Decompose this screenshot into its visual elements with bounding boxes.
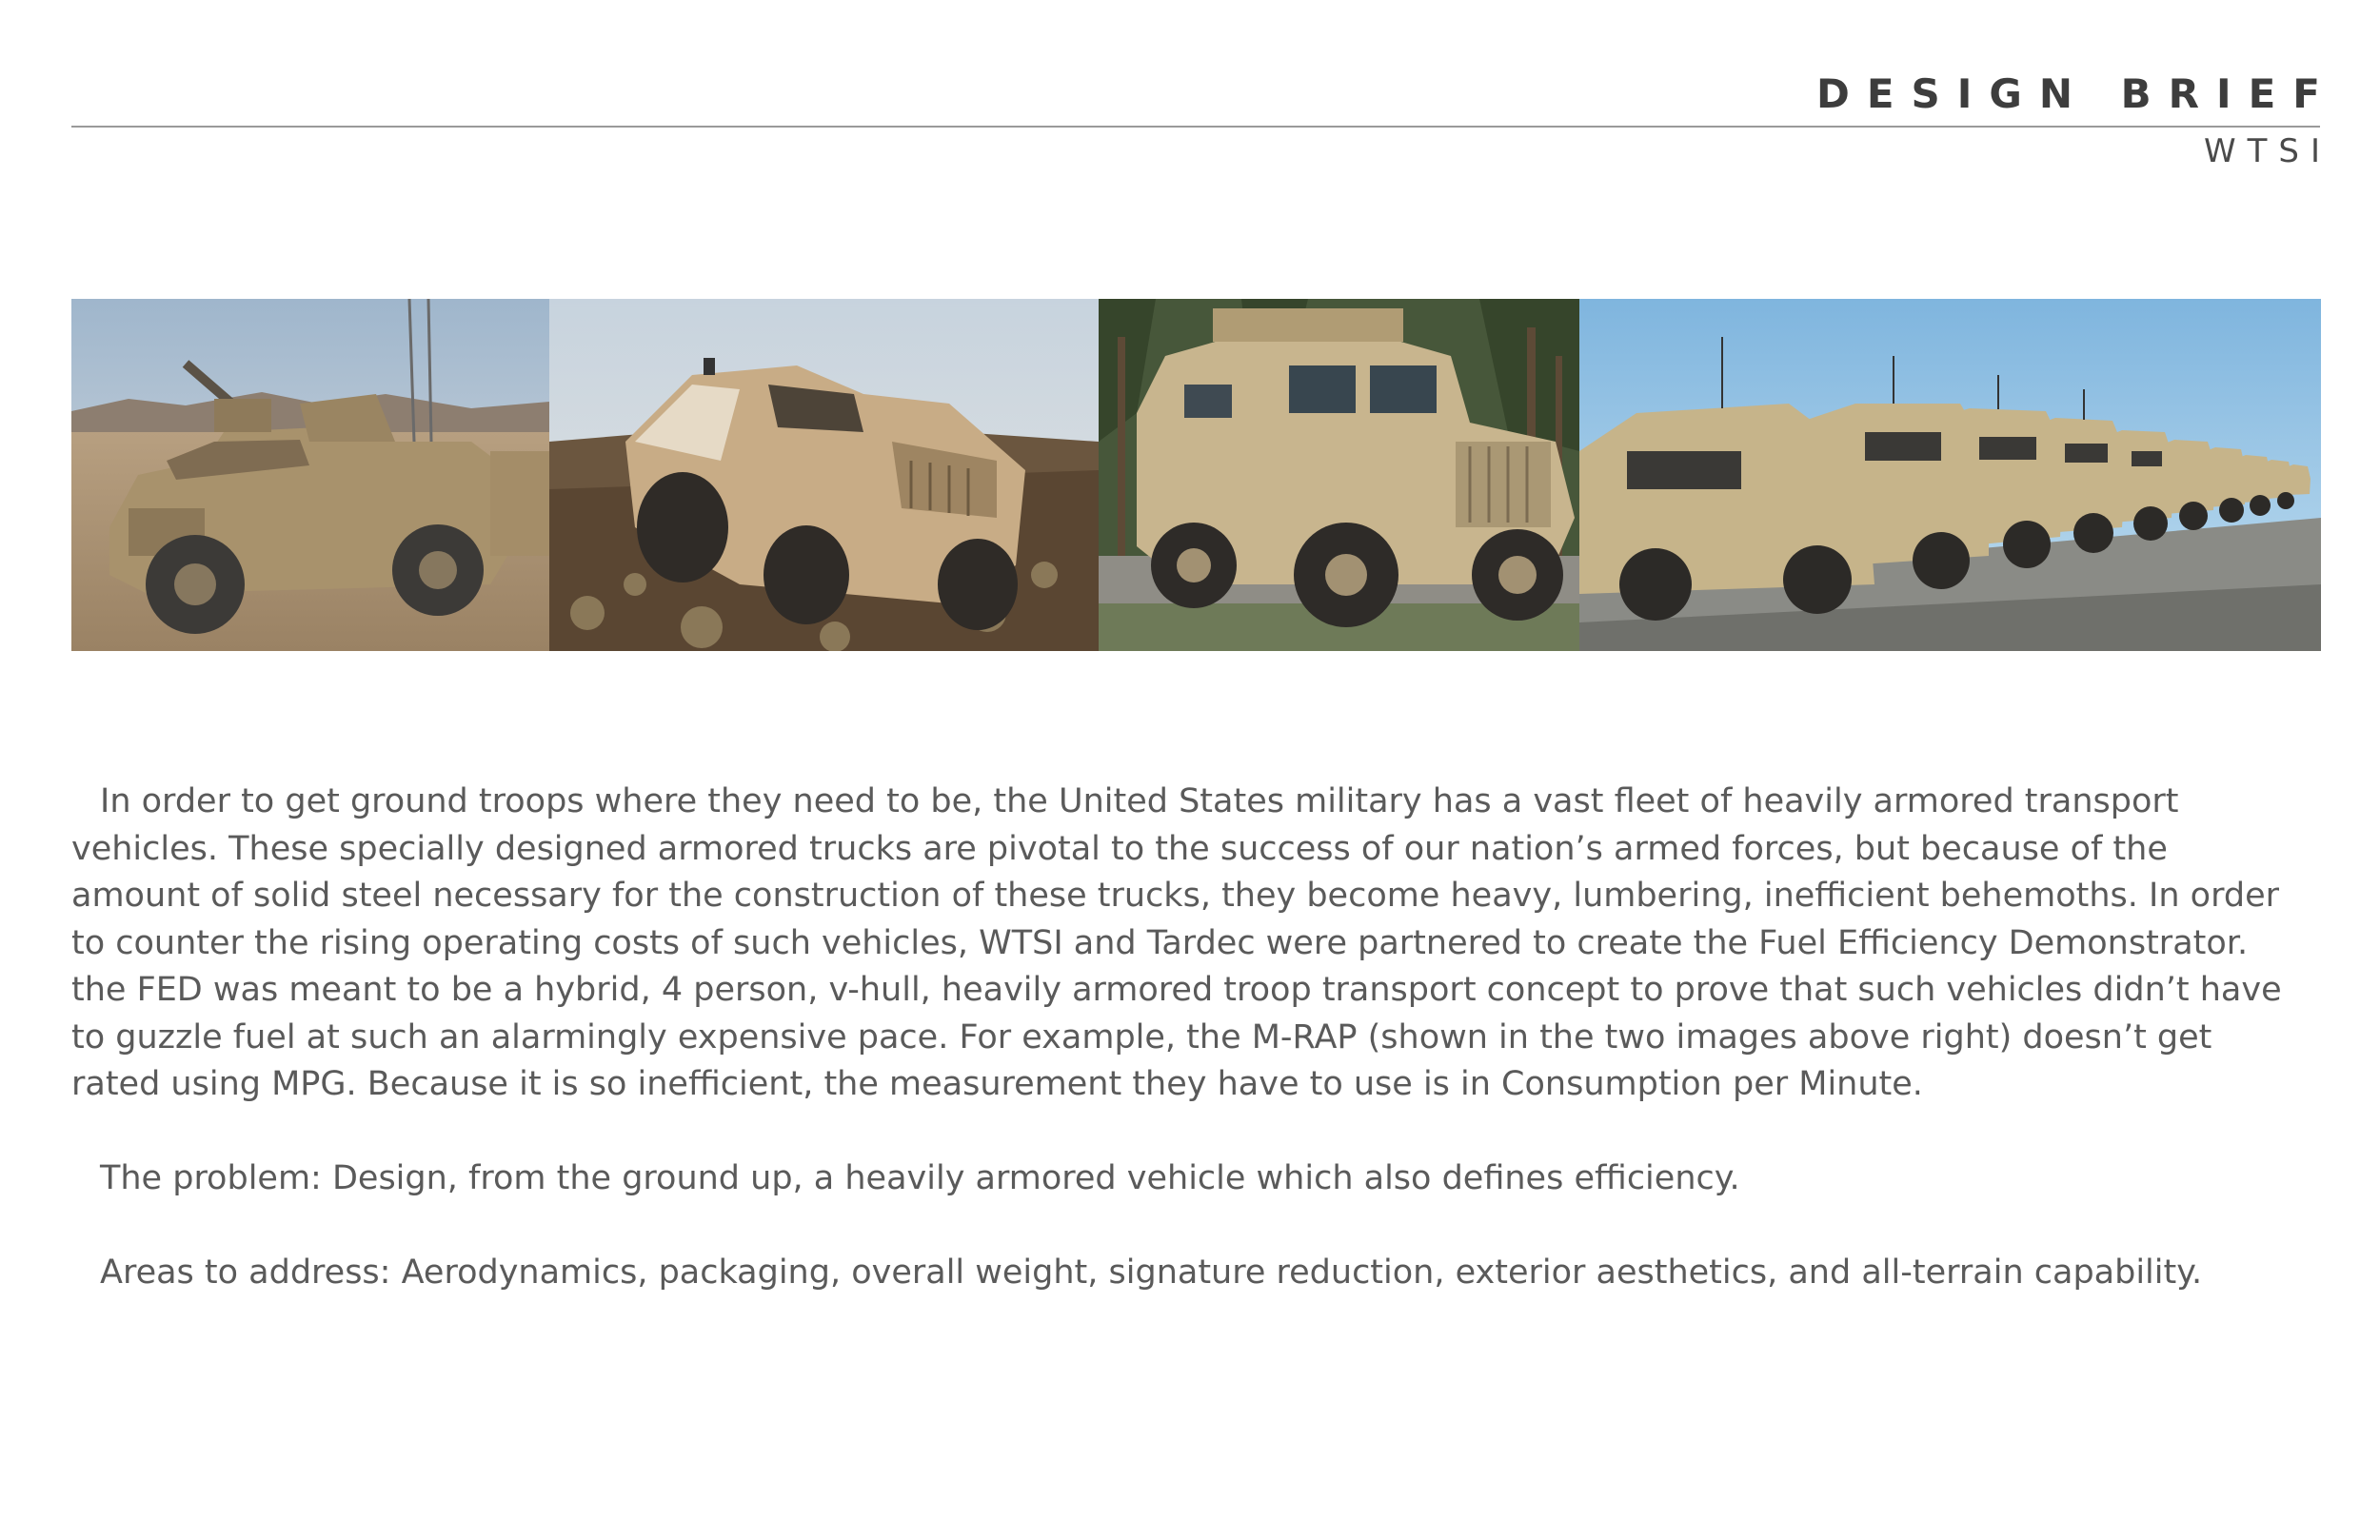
vehicle-photo-strip [71,299,2321,651]
paragraph-line: vehicles. These specially designed armored trucks are pivotal to the success of our nation’s armed forces, but because of the [71,829,2168,868]
mrap-fleet-row-photo [1579,299,2321,651]
paragraph-gap [71,1203,2347,1251]
jltv-offroad-photo [549,299,1099,651]
paragraph-line: to counter the rising operating costs of such vehicles, WTSI and Tardec were partnered to create the Fuel Efficiency Demonstrator. [71,923,2249,962]
problem-statement: The problem: Design, from the ground up, a heavily armored vehicle which also defines efficiency. [100,1159,1740,1197]
humvee-photo [71,299,549,651]
paragraph-line: the FED was meant to be a hybrid, 4 person, v-hull, heavily armored troop transport concept to prove that such vehicles didn’t have [71,971,2282,1009]
paragraph-line: rated using MPG. Because it is so inefficient, the measurement they have to use is in Consumption per Minute. [71,1065,1923,1103]
header-divider [71,126,2320,128]
paragraph-line: to guzzle fuel at such an alarmingly expensive pace. For example, the M-RAP (shown in the two images above right) doesn’t get [71,1017,2212,1056]
page-subtitle: WTSI [2204,132,2331,170]
page-title: DESIGN BRIEF [1815,70,2337,117]
design-brief-text [71,779,2347,1297]
paragraph-gap [71,1109,2347,1156]
areas-to-address: Areas to address: Aerodynamics, packaging, overall weight, signature reduction, exterior aesthetics, and all-terrain capability. [100,1254,2203,1292]
paragraph-line: amount of solid steel necessary for the construction of these trucks, they become heavy, lumbering, inefficient behemoths. In order [71,877,2279,915]
mrap-front-photo [1099,299,1579,651]
page-header [71,67,2337,171]
paragraph-line: In order to get ground troops where they need to be, the United States military has a vast fleet of heavily armored transport [100,782,2179,820]
